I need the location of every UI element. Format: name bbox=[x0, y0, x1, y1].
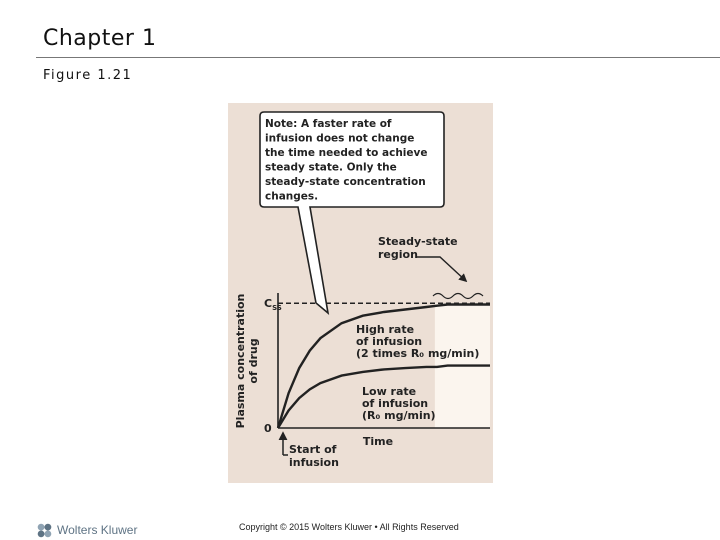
note-text: Note: A faster rate of infusion does not change the time needed to achieve steady state. Only the steady-state concentration changes. bbox=[265, 118, 428, 203]
steady-state-wave-mark bbox=[433, 294, 483, 299]
steady-state-pointer bbox=[416, 257, 466, 281]
y-axis-label: Plasma concentrationof drug bbox=[234, 293, 260, 429]
start-of-infusion-label: Start of infusion bbox=[289, 443, 339, 469]
high-rate-label: High rate of infusion (2 times R₀ mg/min) bbox=[356, 323, 480, 360]
logo-text: Wolters Kluwer bbox=[57, 523, 138, 537]
title-divider bbox=[36, 57, 720, 58]
slide-title: Chapter 1 bbox=[43, 26, 157, 51]
low-rate-label: Low rate of infusion (R₀ mg/min) bbox=[362, 385, 436, 422]
figure-label: Figure 1.21 bbox=[43, 68, 133, 83]
wolters-kluwer-logo-icon bbox=[36, 522, 53, 539]
copyright-notice: Copyright © 2015 Wolters Kluwer • All Rights Reserved bbox=[239, 522, 459, 532]
y-tick-label: $C_{SS}$ bbox=[264, 297, 282, 313]
figure-panel bbox=[228, 103, 493, 483]
x-axis-label: Time bbox=[362, 435, 394, 448]
publisher-logo bbox=[36, 520, 137, 540]
steady-state-label: Steady-state region bbox=[378, 235, 458, 261]
y-tick-label: 0 bbox=[264, 422, 272, 435]
infusion-chart bbox=[228, 103, 493, 483]
